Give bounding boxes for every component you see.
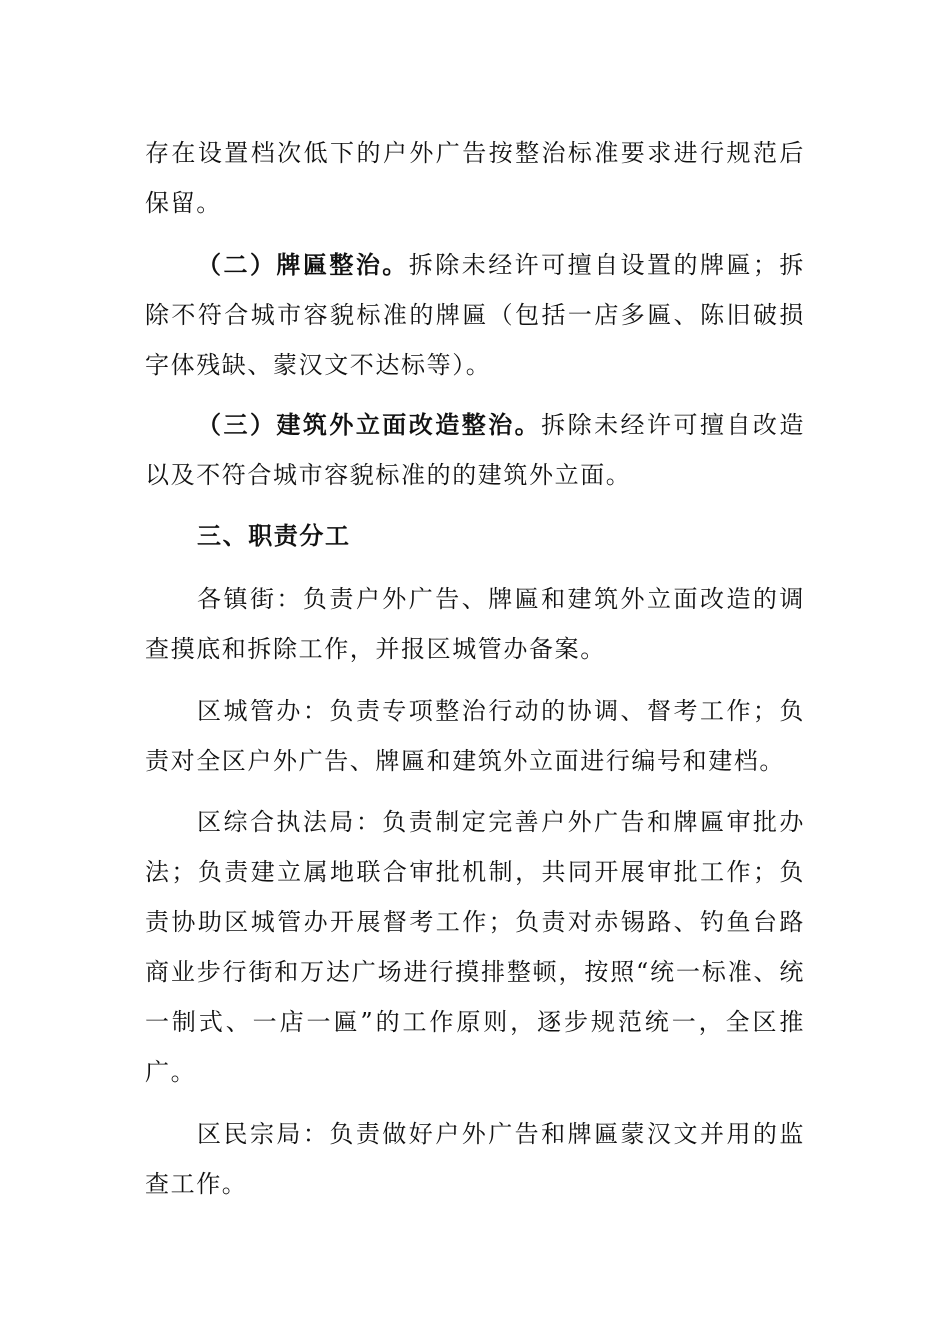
paragraph-plaque-rectification [145, 240, 805, 390]
paragraph-lead: （三）建筑外立面改造整治。 [197, 410, 542, 439]
paragraph-text: 拆除未经许可擅自改造以及不符合城市容貌标准的的建筑外立面。 [145, 411, 805, 489]
paragraph-continuation [145, 128, 805, 228]
paragraph-ethnic-religious-bureau: 区民宗局：负责做好户外广告和牌匾蒙汉文并用的监查工作。 [145, 1120, 805, 1198]
paragraph-urban-management-office: 区城管办：负责专项整治行动的协调、督考工作；负责对全区户外广告、牌匾和建筑外立面进行编号和建档。 [145, 697, 805, 775]
paragraph-towns-streets: 各镇街：负责户外广告、牌匾和建筑外立面改造的调查摸底和拆除工作，并报区城管办备案。 [145, 585, 805, 663]
paragraph-facade-rectification [145, 400, 805, 500]
paragraph-text: 存在设置档次低下的户外广告按整治标准要求进行规范后保留。 [145, 139, 805, 217]
paragraph-text: 拆除未经许可擅自设置的牌匾；拆除不符合城市容貌标准的牌匾（包括一店多匾、陈旧破损字体残缺、蒙汉文不达标等）。 [145, 251, 805, 379]
paragraph-lead: （二）牌匾整治。 [197, 250, 409, 279]
paragraph-law-enforcement-bureau: 区综合执法局：负责制定完善户外广告和牌匾审批办法；负责建立属地联合审批机制，共同开展审批工作；负责协助区城管办开展督考工作；负责对赤锡路、钓鱼台路商业步行街和万达广场进行摸排整顿，按照“统一标准、统一制式、一店一匾”的工作原则，逐步规范统一，全区推广。 [145, 808, 805, 1086]
section-heading: 三、职责分工 [197, 521, 351, 550]
